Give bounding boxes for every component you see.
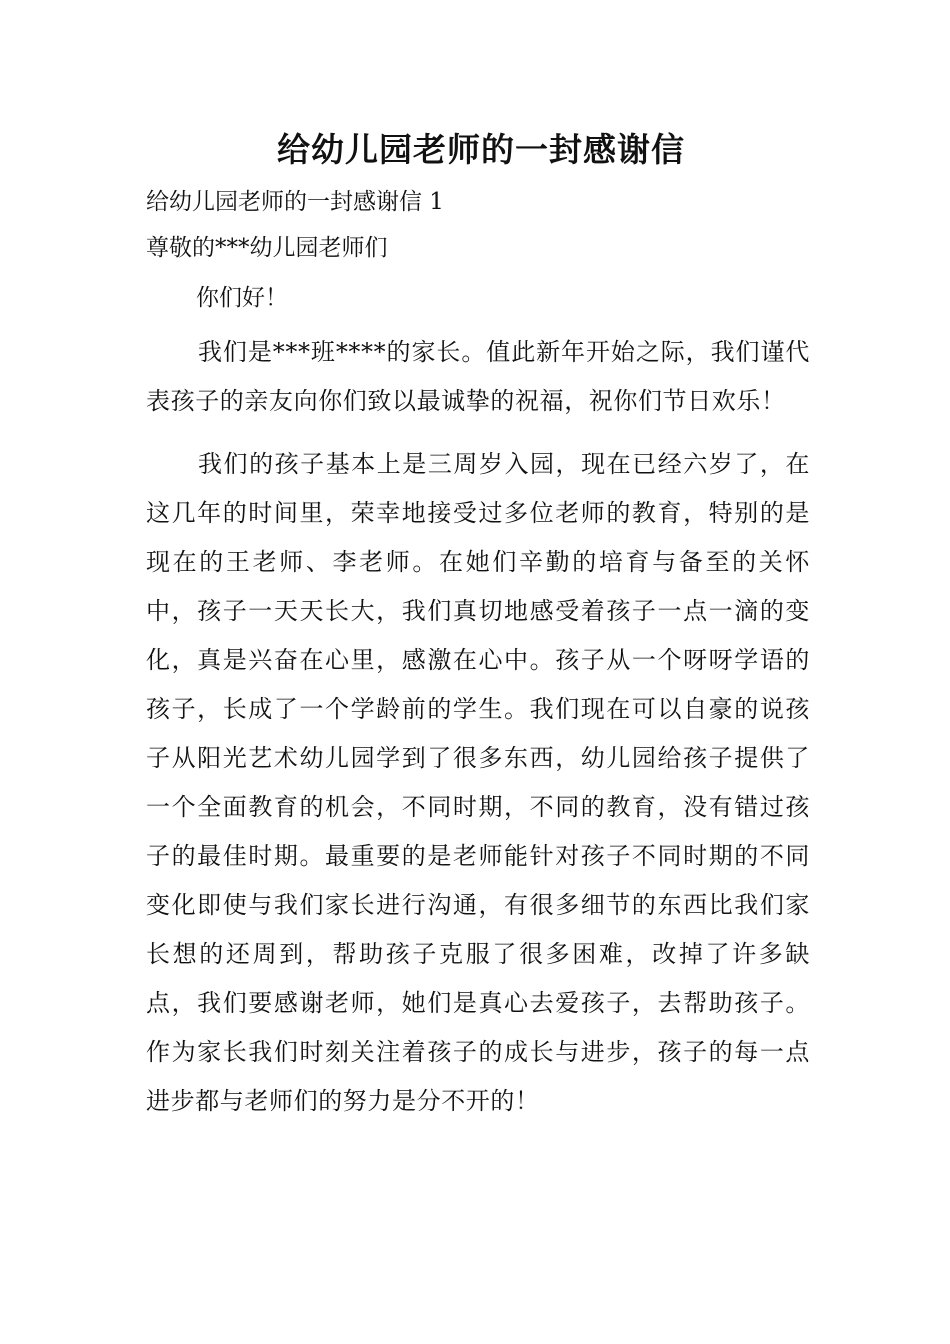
letter-salutation: 尊敬的***幼儿园老师们: [146, 235, 388, 261]
document-title: 给幼儿园老师的一封感谢信: [277, 130, 685, 169]
letter-subtitle: 给幼儿园老师的一封感谢信 1: [146, 189, 444, 215]
letter-greeting: 你们好！: [196, 285, 288, 311]
letter-paragraph-2: 我们的孩子基本上是三周岁入园，现在已经六岁了，在这几年的时间里，荣幸地接受过多位老师的教育，特别的是现在的王老师、李老师。在她们辛勤的培育与备至的关怀中，孩子一天天长大，我们真切地感受着孩子一点一滴的变化，真是兴奋在心里，感激在心中。孩子从一个呀呀学语的孩子，长成了一个学龄前的学生。我们现在可以自豪的说孩子从阳光艺术幼儿园学到了很多东西，幼儿园给孩子提供了一个全面教育的机会，不同时期，不同的教育，没有错过孩子的最佳时期。最重要的是老师能针对孩子不同时期的不同变化即使与我们家长进行沟通，有很多细节的东西比我们家长想的还周到，帮助孩子克服了很多困难，改掉了许多缺点，我们要感谢老师，她们是真心去爱孩子，去帮助孩子。作为家长我们时刻关注着孩子的成长与进步，孩子的每一点进步都与老师们的努力是分不开的！: [146, 450, 810, 1115]
letter-paragraph-1: 我们是***班****的家长。值此新年开始之际，我们谨代表孩子的亲友向你们致以最诚挚的祝福，祝你们节日欢乐！: [146, 338, 810, 415]
